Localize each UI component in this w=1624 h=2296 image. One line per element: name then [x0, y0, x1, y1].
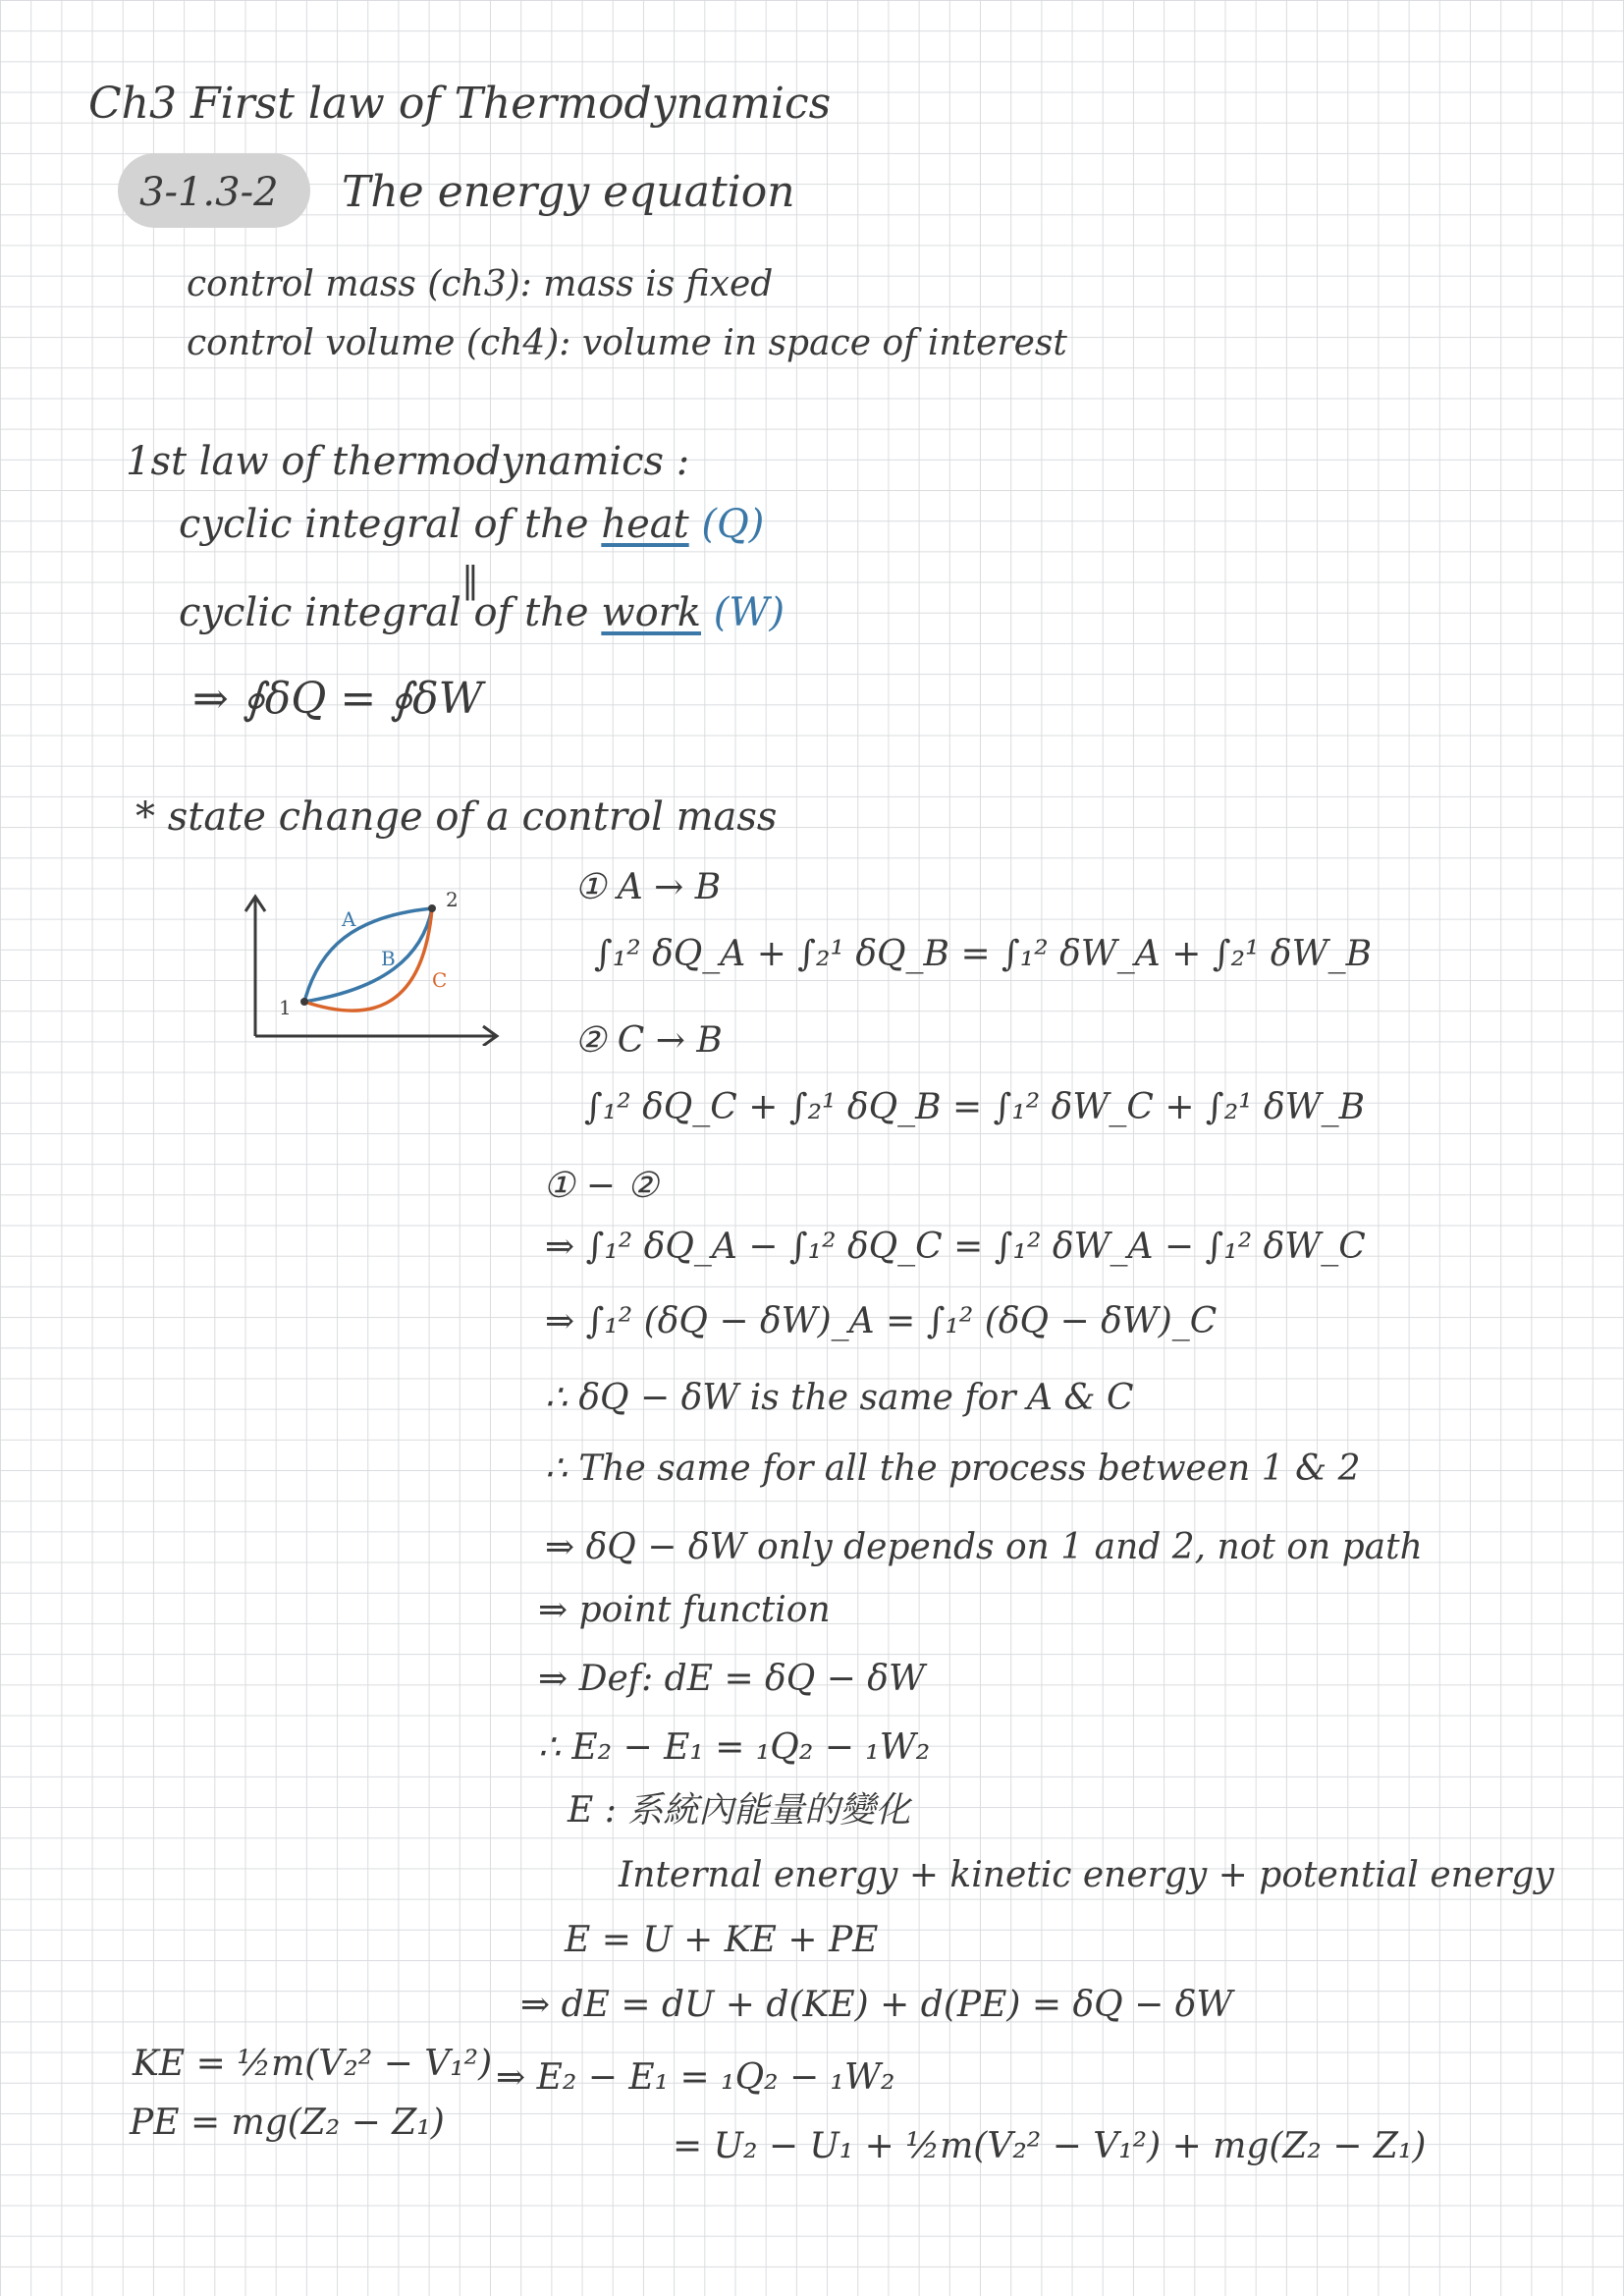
heat-symbol: (Q) — [701, 502, 765, 547]
first-law-heading: 1st law of thermodynamics : — [126, 439, 690, 484]
conclusion-path-independent: ⇒ δQ − δW only depends on 1 and 2, not on path — [545, 1527, 1423, 1567]
point-2-label: 2 — [446, 888, 459, 911]
work-symbol: (W) — [713, 590, 785, 635]
step-subtract: ① − ② — [543, 1166, 659, 1206]
axes — [245, 897, 497, 1046]
equation-grouped: ⇒ ∫₁² (δQ − δW)_A = ∫₁² (δQ − δW)_C — [545, 1301, 1218, 1341]
path-a — [304, 908, 432, 1002]
equals-mark: ‖ — [461, 561, 479, 601]
path-c-label: C — [432, 968, 448, 992]
energy-balance: ⇒ E₂ − E₁ = ₁Q₂ − ₁W₂ — [496, 2057, 895, 2098]
line-prefix: cyclic integral of the — [179, 502, 589, 547]
equation-c-b: ∫₁² δQ_C + ∫₂¹ δQ_B = ∫₁² δW_C + ∫₂¹ δW_B — [584, 1087, 1366, 1127]
page-title: Ch3 First law of Thermodynamics — [88, 79, 832, 129]
equation-a-b: ∫₁² δQ_A + ∫₂¹ δQ_B = ∫₁² δW_A + ∫₂¹ δW_B — [594, 934, 1373, 974]
definition-control-mass: control mass (ch3): mass is fixed — [187, 264, 774, 304]
energy-sum: E = U + KE + PE — [565, 1920, 879, 1960]
energy-meaning-zh: E : 系統內能量的變化 — [568, 1790, 911, 1831]
step-a-to-b: ① A → B — [574, 867, 722, 907]
first-law-line-heat — [179, 502, 765, 547]
state-change-heading: * state change of a control mass — [135, 794, 778, 840]
work-term: work — [601, 590, 702, 635]
definition-de: ⇒ Def: dE = δQ − δW — [538, 1659, 925, 1699]
energy-balance-expanded: = U₂ − U₁ + ½m(V₂² − V₁²) + mg(Z₂ − Z₁) — [673, 2126, 1427, 2166]
path-a-label: A — [342, 907, 356, 931]
heat-term: heat — [601, 502, 689, 547]
equation-difference: ⇒ ∫₁² δQ_A − ∫₁² δQ_C = ∫₁² δW_A − ∫₁² δW_C — [545, 1227, 1366, 1267]
section-badge: 3-1.3-2 — [139, 170, 279, 215]
conclusion-all-processes: ∴ The same for all the process between 1 & 2 — [545, 1449, 1361, 1489]
line-prefix: cyclic integral of the — [179, 590, 589, 635]
first-law-line-work — [179, 590, 785, 635]
section-heading: The energy equation — [342, 167, 795, 217]
point-1-marker — [300, 998, 308, 1006]
conclusion-same-a-c: ∴ δQ − δW is the same for A & C — [545, 1378, 1134, 1418]
differential-energy: ⇒ dE = dU + d(KE) + d(PE) = δQ − δW — [520, 1985, 1233, 2025]
kinetic-energy-formula: KE = ½m(V₂² − V₁²) — [133, 2044, 493, 2084]
step-c-to-b: ② C → B — [574, 1020, 723, 1061]
potential-energy-formula: PE = mg(Z₂ − Z₁) — [130, 2103, 445, 2143]
pv-process-diagram — [236, 879, 511, 1046]
cyclic-equation: ⇒ ∮δQ = ∮δW — [192, 674, 483, 724]
definition-control-volume: control volume (ch4): volume in space of interest — [187, 323, 1067, 363]
point-2-marker — [428, 904, 436, 912]
point-1-label: 1 — [279, 996, 292, 1019]
energy-difference: ∴ E₂ − E₁ = ₁Q₂ − ₁W₂ — [538, 1727, 931, 1768]
point-function: ⇒ point function — [538, 1590, 831, 1630]
energy-components: Internal energy + kinetic energy + potential energy — [619, 1855, 1554, 1895]
path-b-label: B — [381, 947, 396, 970]
